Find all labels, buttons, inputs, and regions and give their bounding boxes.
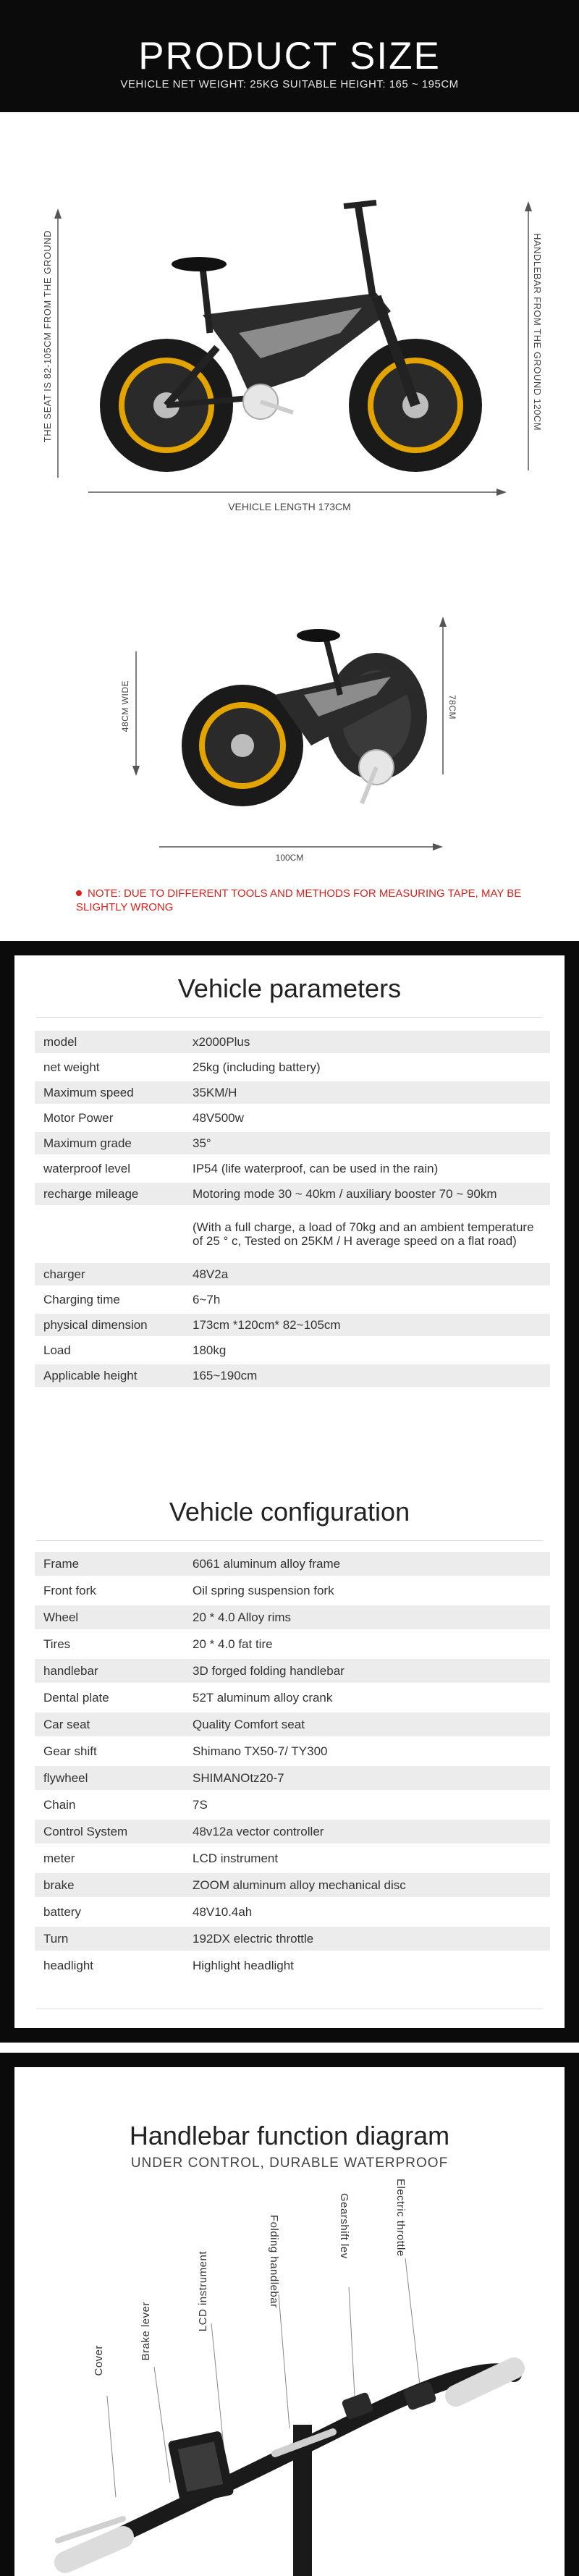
table-row xyxy=(35,1659,550,1683)
config-value: SHIMANOtz20-7 xyxy=(184,1766,550,1790)
config-value: 20 * 4.0 fat tire xyxy=(184,1632,550,1656)
param-value: 35KM/H xyxy=(184,1081,550,1104)
config-key: Tires xyxy=(35,1632,184,1656)
table-row xyxy=(35,1288,550,1311)
callout-lcd-instrument: LCD instrument xyxy=(197,2251,209,2332)
config-value: 48v12a vector controller xyxy=(184,1820,550,1844)
table-row xyxy=(35,1107,550,1129)
param-key: recharge mileage xyxy=(35,1183,184,1205)
bike-folded-illustration xyxy=(0,608,579,854)
config-value: Shimano TX50-7/ TY300 xyxy=(184,1739,550,1763)
config-key: flywheel xyxy=(35,1766,184,1790)
table-row xyxy=(35,1339,550,1361)
table-row xyxy=(35,1208,550,1260)
table-row xyxy=(35,1183,550,1205)
configuration-title: Vehicle configuration xyxy=(169,1497,410,1526)
param-key: waterproof level xyxy=(35,1157,184,1180)
table-row xyxy=(35,1927,550,1951)
page-title: PRODUCT SIZE xyxy=(138,35,441,77)
callout-folding-handlebar: Folding handlebar xyxy=(268,2215,280,2308)
config-value: LCD instrument xyxy=(184,1846,550,1870)
divider xyxy=(36,1017,543,1018)
table-row xyxy=(35,1954,550,1977)
table-row xyxy=(35,1031,550,1053)
config-value: ZOOM aluminum alloy mechanical disc xyxy=(184,1873,550,1897)
table-row xyxy=(35,1900,550,1924)
param-value: 173cm *120cm* 82~105cm xyxy=(184,1314,550,1336)
folded-length-label: 100CM xyxy=(275,853,304,863)
param-value: IP54 (life waterproof, can be used in the rain) xyxy=(184,1157,550,1180)
config-value: Quality Comfort seat xyxy=(184,1713,550,1736)
config-key: headlight xyxy=(35,1954,184,1977)
folded-width-label: 48CM WIDE xyxy=(120,680,130,732)
handlebar-title: Handlebar function diagram xyxy=(129,2121,450,2150)
config-key: handlebar xyxy=(35,1659,184,1683)
note-text: NOTE: DUE TO DIFFERENT TOOLS AND METHODS FOR MEASURING TAPE, MAY BE SLIGHTLY WRONG xyxy=(76,887,522,913)
config-value: Highlight headlight xyxy=(184,1954,550,1977)
param-key: Load xyxy=(35,1339,184,1361)
config-value: 3D forged folding handlebar xyxy=(184,1659,550,1683)
config-key: Gear shift xyxy=(35,1739,184,1763)
param-value: (With a full charge, a load of 70kg and an ambient temperature of 25 ° c, Tested on 25KM / H average speed on a flat road) xyxy=(184,1208,550,1260)
param-value: 180kg xyxy=(184,1339,550,1361)
page-subtitle: VEHICLE NET WEIGHT: 25KG SUITABLE HEIGHT: 165 ~ 195CM xyxy=(120,78,459,90)
config-key: brake xyxy=(35,1873,184,1897)
handlebar-height-label: HANDLEBAR FROM THE GROUND 120CM xyxy=(532,233,543,431)
table-row xyxy=(35,1873,550,1897)
table-row xyxy=(35,1364,550,1387)
handlebar-subtitle: UNDER CONTROL, DURABLE WATERPROOF xyxy=(130,2155,449,2171)
param-value: 35° xyxy=(184,1132,550,1154)
param-key: physical dimension xyxy=(35,1314,184,1336)
config-key: Dental plate xyxy=(35,1686,184,1710)
param-value: 165~190cm xyxy=(184,1364,550,1387)
param-key: Maximum grade xyxy=(35,1132,184,1154)
param-value: Motoring mode 30 ~ 40km / auxiliary booster 70 ~ 90km xyxy=(184,1183,550,1205)
configuration-table xyxy=(35,1549,550,1980)
param-key xyxy=(35,1208,184,1260)
seat-height-label: THE SEAT IS 82-105CM FROM THE GROUND xyxy=(42,230,53,443)
config-key: Chain xyxy=(35,1793,184,1817)
vehicle-length-label: VEHICLE LENGTH 173CM xyxy=(228,501,351,512)
param-key: Maximum speed xyxy=(35,1081,184,1104)
config-value: 48V10.4ah xyxy=(184,1900,550,1924)
param-value: 48V500w xyxy=(184,1107,550,1129)
folded-height-label: 78CM xyxy=(447,695,457,720)
param-key: Charging time xyxy=(35,1288,184,1311)
config-key: Car seat xyxy=(35,1713,184,1736)
param-value: 25kg (including battery) xyxy=(184,1056,550,1078)
table-row xyxy=(35,1686,550,1710)
config-value: 7S xyxy=(184,1793,550,1817)
parameters-title: Vehicle parameters xyxy=(177,974,402,1003)
table-row xyxy=(35,1846,550,1870)
table-row xyxy=(35,1632,550,1656)
param-key: Motor Power xyxy=(35,1107,184,1129)
param-key: Applicable height xyxy=(35,1364,184,1387)
config-key: Control System xyxy=(35,1820,184,1844)
table-row xyxy=(35,1132,550,1154)
callout-brake-lever: Brake lever xyxy=(140,2302,152,2361)
config-value: 52T aluminum alloy crank xyxy=(184,1686,550,1710)
config-value: 6061 aluminum alloy frame xyxy=(184,1552,550,1576)
table-row xyxy=(35,1605,550,1629)
bullet-dot-icon xyxy=(76,890,82,896)
parameters-table xyxy=(35,1028,550,1390)
bike-side-view-illustration xyxy=(0,116,579,521)
config-key: Turn xyxy=(35,1927,184,1951)
callout-gearshift: Gearshift lev xyxy=(338,2193,350,2259)
table-row xyxy=(35,1739,550,1763)
param-key: net weight xyxy=(35,1056,184,1078)
table-row xyxy=(35,1056,550,1078)
table-row xyxy=(35,1081,550,1104)
table-row xyxy=(35,1713,550,1736)
config-key: meter xyxy=(35,1846,184,1870)
param-value: x2000Plus xyxy=(184,1031,550,1053)
table-row xyxy=(35,1314,550,1336)
config-key: Front fork xyxy=(35,1579,184,1602)
config-value: Oil spring suspension fork xyxy=(184,1579,550,1602)
config-key: battery xyxy=(35,1900,184,1924)
table-row xyxy=(35,1766,550,1790)
config-key: Frame xyxy=(35,1552,184,1576)
param-value: 6~7h xyxy=(184,1288,550,1311)
config-key: Wheel xyxy=(35,1605,184,1629)
config-value: 192DX electric throttle xyxy=(184,1927,550,1951)
config-value: 20 * 4.0 Alloy rims xyxy=(184,1605,550,1629)
measurement-note xyxy=(76,887,546,914)
divider xyxy=(36,1540,543,1541)
handlebar-illustration xyxy=(14,2179,565,2576)
table-row xyxy=(35,1552,550,1576)
param-key: model xyxy=(35,1031,184,1053)
param-value: 48V2a xyxy=(184,1263,550,1285)
param-key: charger xyxy=(35,1263,184,1285)
table-row xyxy=(35,1820,550,1844)
callout-cover: Cover xyxy=(93,2345,105,2376)
callout-electric-throttle: Electric throttle xyxy=(394,2179,407,2257)
table-row xyxy=(35,1157,550,1180)
table-row xyxy=(35,1793,550,1817)
table-row xyxy=(35,1263,550,1285)
table-row xyxy=(35,1579,550,1602)
